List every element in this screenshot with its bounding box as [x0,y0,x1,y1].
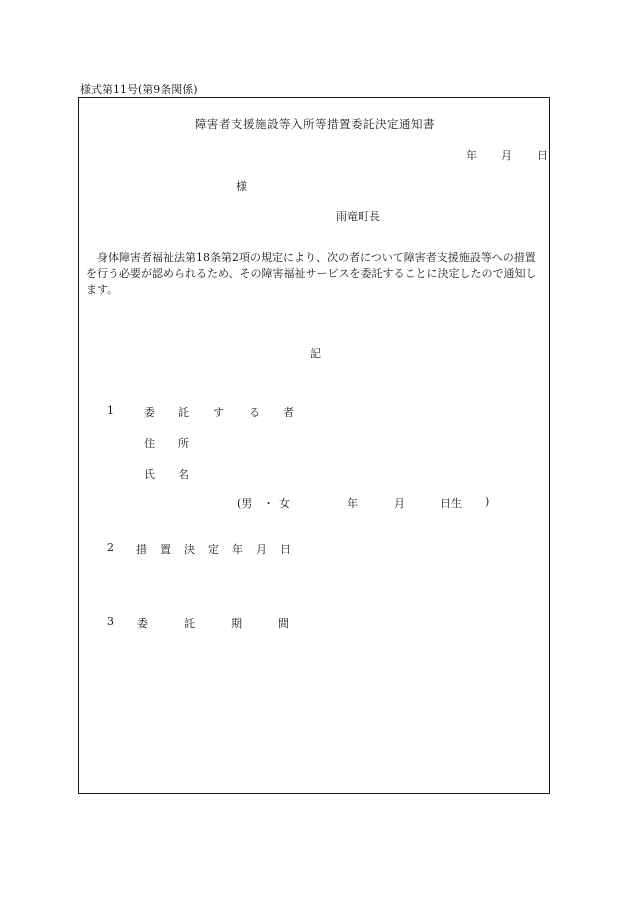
item2-label-char: 定 [208,543,219,556]
item1-number: 1 [107,404,114,417]
ki-heading: 記 [310,347,321,360]
date-month-label: 月 [501,149,512,162]
item1-label-char: る [249,406,260,419]
item1-label-char: す [213,406,224,419]
item3-label-char: 期 [231,617,242,630]
document-title: 障害者支援施設等入所等措置委託決定通知書 [195,117,435,131]
item2-label-char: 日 [280,543,291,556]
date-year-label: 年 [466,149,477,162]
item2-label-char: 置 [160,543,171,556]
notice-body-text: 身体障害者福祉法第18条第2項の規定により、次の者について障害者支援施設等への措置を行う必要が認められるため、その障害福祉サービスを委託することに決定したので通知します。 [86,251,537,296]
address-label-char: 住 [144,437,155,450]
address-label-char: 所 [178,437,189,450]
issuer-name: 雨竜町長 [336,210,380,223]
item3-number: 3 [107,615,114,628]
item2-label-char: 月 [256,543,267,556]
gender-female-label: 女 [279,497,290,510]
item2-label-char: 決 [184,543,195,556]
birth-month-label: 月 [394,497,405,510]
item1-label-char: 者 [283,406,294,419]
item2-label-char: 措 [136,543,147,556]
date-day-label: 日 [537,149,548,162]
item3-label-char: 託 [184,617,195,630]
birth-day-label: 日生 [440,497,462,510]
item3-label-char: 委 [137,617,148,630]
gender-male-label: (男 [237,497,253,510]
name-label-char: 氏 [144,468,155,481]
close-paren: ) [485,495,490,508]
item2-label-char: 年 [232,543,243,556]
gender-separator: ・ [263,497,274,510]
name-label-char: 名 [178,468,189,481]
addressee-suffix: 様 [236,180,247,193]
birth-year-label: 年 [347,497,358,510]
item1-label-char: 委 [144,406,155,419]
item1-label-char: 託 [178,406,189,419]
form-number-label: 様式第11号(第9条関係) [80,83,198,96]
item3-label-char: 間 [278,617,289,630]
item2-number: 2 [107,541,114,554]
